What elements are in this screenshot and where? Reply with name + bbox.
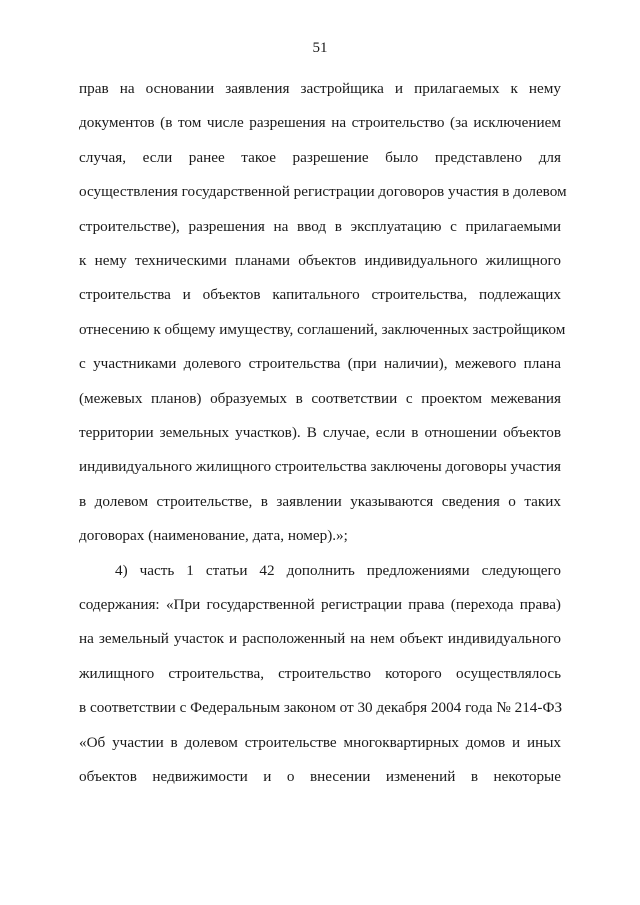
text-line: строительстве), разрешения на ввод в эксплуатацию с прилагаемыми <box>79 218 561 235</box>
text-line: объектов недвижимости и о внесении изменений в некоторые <box>79 768 561 785</box>
text-line: к нему техническими планами объектов индивидуального жилищного <box>79 252 561 269</box>
text-line: в соответствии с Федеральным законом от 30 декабря 2004 года № 214-ФЗ <box>79 699 563 716</box>
text-line: 4) часть 1 статьи 42 дополнить предложениями следующего <box>115 562 561 579</box>
text-line: в долевом строительстве, в заявлении указываются сведения о таких <box>79 493 561 510</box>
page-number: 51 <box>312 40 328 56</box>
text-line: документов (в том числе разрешения на строительство (за исключением <box>79 114 561 131</box>
text-line: на земельный участок и расположенный на нем объект индивидуального <box>79 630 561 647</box>
text-line: «Об участии в долевом строительстве многоквартирных домов и иных <box>79 734 561 751</box>
text-line: территории земельных участков). В случае, если в отношении объектов <box>79 424 561 441</box>
text-line: отнесению к общему имуществу, соглашений, заключенных застройщиком <box>79 321 566 338</box>
text-line: случая, если ранее такое разрешение было представлено для <box>79 149 561 166</box>
text-line: договорах (наименование, дата, номер).»; <box>79 527 348 544</box>
text-line: осуществления государственной регистрации договоров участия в долевом <box>79 183 567 200</box>
text-line: с участниками долевого строительства (при наличии), межевого плана <box>79 355 561 372</box>
text-line: индивидуального жилищного строительства заключены договоры участия <box>79 458 561 475</box>
text-line: содержания: «При государственной регистрации права (перехода права) <box>79 596 561 613</box>
text-line: жилищного строительства, строительство которого осуществлялось <box>79 665 561 682</box>
text-line: (межевых планов) образуемых в соответствии с проектом межевания <box>79 390 561 407</box>
text-line: прав на основании заявления застройщика и прилагаемых к нему <box>79 80 561 97</box>
text-line: строительства и объектов капитального строительства, подлежащих <box>79 286 561 303</box>
